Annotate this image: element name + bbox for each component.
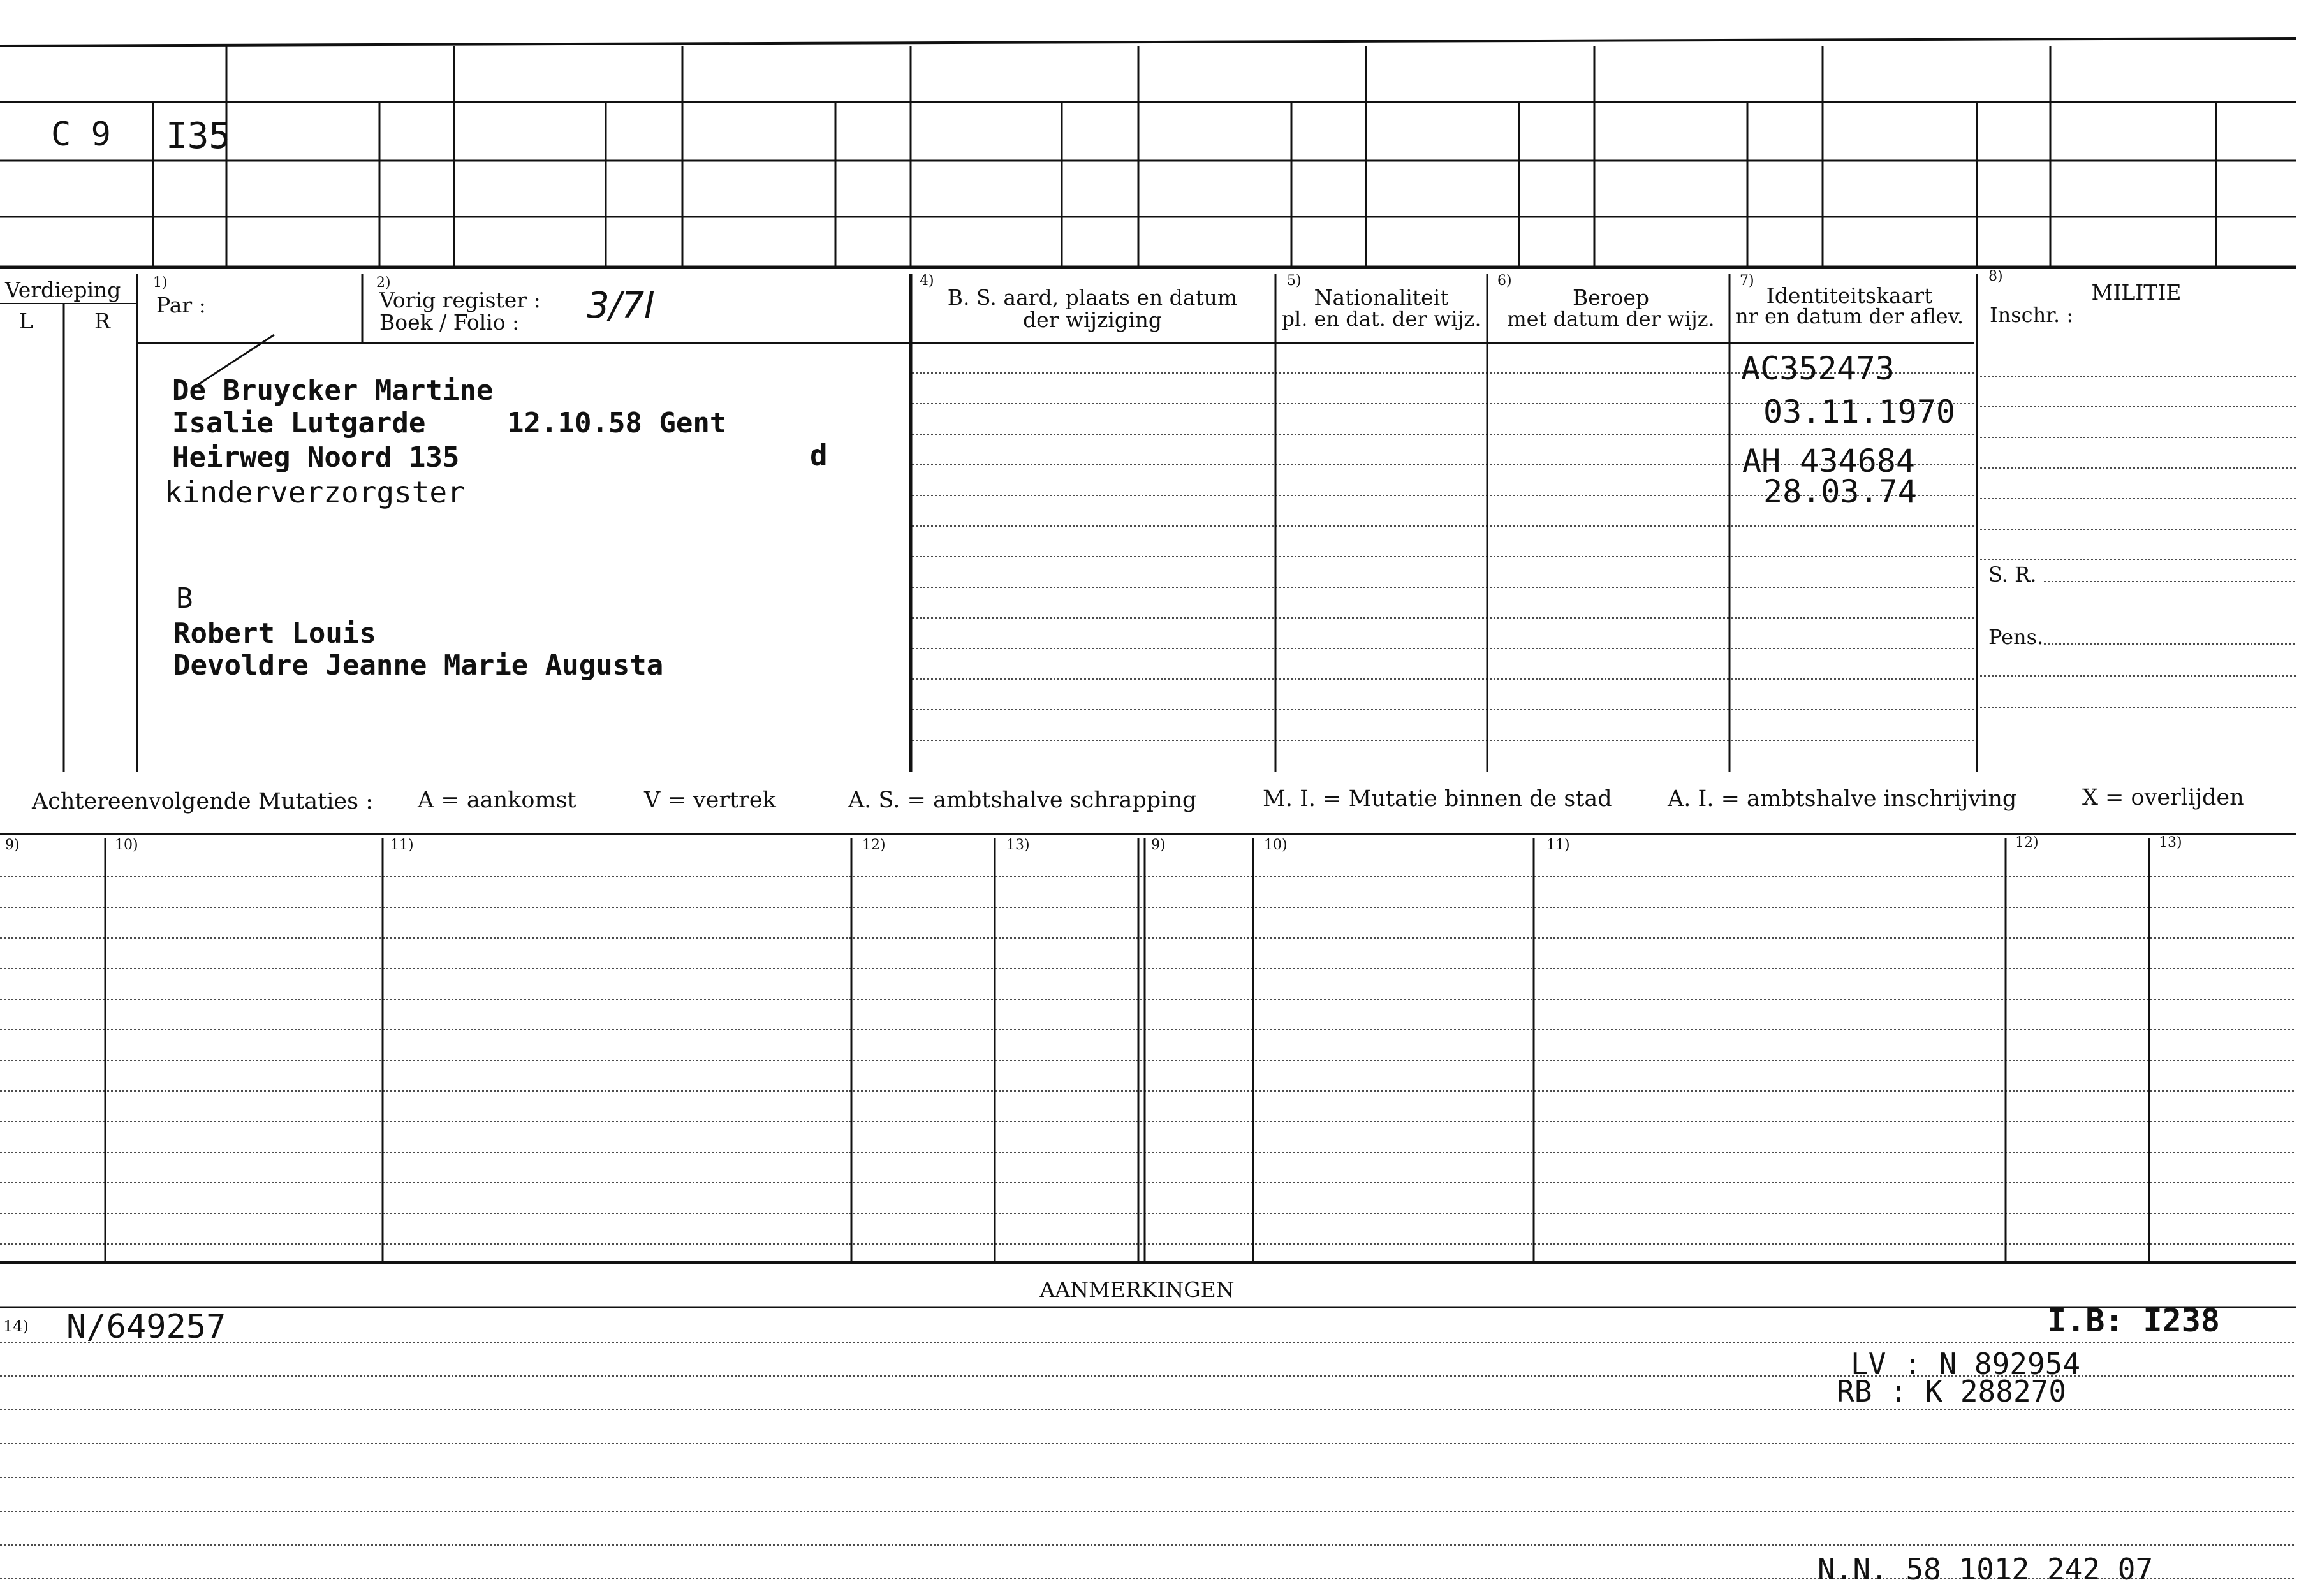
col5-number: 5) — [1287, 273, 1302, 289]
aanmerkingen-title: AANMERKINGEN — [1039, 1277, 1235, 1302]
beroep-header-line1: Beroep — [1572, 285, 1650, 310]
col4-number: 4) — [920, 273, 934, 289]
nationaliteit-header-line1: Nationaliteit — [1314, 285, 1449, 310]
mutaties-col-13-right: 13) — [2159, 835, 2182, 851]
vorig-register-label: Vorig register : — [379, 288, 541, 312]
beroep-header-line2: met datum der wijz. — [1507, 307, 1715, 331]
top-grid-border — [0, 38, 2296, 46]
person-address: Heirweg Noord 135 — [172, 441, 460, 474]
verdieping-r-label: R — [94, 309, 110, 333]
mutaties-col-9-right: 9) — [1151, 837, 1166, 853]
col1-number: 1) — [153, 275, 168, 291]
vorig-register-value: 3/7I — [587, 285, 655, 326]
person-birth: 12.10.58 Gent — [507, 407, 727, 439]
militie-header: MILITIE — [2091, 280, 2182, 305]
person-surname: De Bruycker Martine — [172, 374, 494, 407]
aanmerkingen-rb: RB : K 288270 — [1837, 1374, 2067, 1409]
person-marker: d — [810, 438, 828, 472]
mutaties-label: Achtereenvolgende Mutaties : — [32, 789, 373, 814]
col6-number: 6) — [1497, 273, 1512, 289]
id-card-2-number: AH 434684 — [1742, 443, 1915, 480]
mutaties-code-mutatie: M. I. = Mutatie binnen de stad — [1263, 786, 1612, 812]
boek-folio-label: Boek / Folio : — [379, 310, 520, 335]
bs-header-line1: B. S. aard, plaats en datum — [947, 285, 1238, 310]
identiteitskaart-header-line2: nr en datum der aflev. — [1735, 304, 1964, 328]
pens-label: Pens. — [1988, 625, 2044, 649]
aanmerkingen-ref: N/649257 — [66, 1308, 226, 1346]
person-father: Robert Louis — [173, 617, 376, 650]
mutaties-code-overlijden: X = overlijden — [2082, 785, 2244, 810]
person-occupation: kinderverzorgster — [165, 475, 465, 509]
col8-number: 8) — [1988, 268, 2003, 284]
aanmerkingen-lv: LV : N 892954 — [1851, 1347, 2081, 1381]
top-grid-code: C 9 — [51, 115, 111, 154]
par-label: Par : — [156, 293, 206, 318]
col7-number: 7) — [1740, 273, 1754, 289]
aanmerkingen-ib: I.B: I238 — [2047, 1302, 2220, 1339]
aanmerkingen-number: 14) — [3, 1317, 29, 1335]
verdieping-label: Verdieping — [5, 277, 121, 302]
mutaties-col-13-left: 13) — [1006, 837, 1030, 853]
top-grid-number: I35 — [166, 115, 231, 157]
col2-number: 2) — [376, 275, 391, 291]
sr-label: S. R. — [1988, 562, 2037, 587]
mutaties-col-11-right: 11) — [1546, 837, 1570, 853]
aanmerkingen-nn: N.N. 58 1012 242 07 — [1818, 1552, 2154, 1586]
mutaties-code-schrapping: A. S. = ambtshalve schrapping — [848, 787, 1197, 813]
person-nationality-code: B — [176, 582, 193, 615]
id-card-1-number: AC352473 — [1741, 350, 1895, 387]
person-mother: Devoldre Jeanne Marie Augusta — [173, 649, 664, 682]
id-card-1-date: 03.11.1970 — [1763, 393, 1956, 430]
mutaties-col-9-left: 9) — [5, 837, 20, 853]
bs-header-line2: der wijziging — [1023, 307, 1162, 332]
inschr-label: Inschr. : — [1990, 303, 2074, 327]
mutaties-col-12-left: 12) — [862, 837, 886, 853]
id-card-2-date: 28.03.74 — [1763, 473, 1917, 510]
mutaties-code-aankomst: A = aankomst — [418, 787, 576, 813]
mutaties-code-vertrek: V = vertrek — [644, 787, 776, 813]
mutaties-col-12-right: 12) — [2015, 835, 2039, 851]
person-given-names: Isalie Lutgarde — [172, 407, 426, 439]
mutaties-col-10-left: 10) — [115, 837, 138, 853]
mutaties-col-10-right: 10) — [1264, 837, 1288, 853]
verdieping-l-label: L — [19, 309, 33, 333]
identiteitskaart-header-line1: Identiteitskaart — [1766, 283, 1933, 308]
mutaties-code-inschrijving: A. I. = ambtshalve inschrijving — [1668, 786, 2017, 812]
mutaties-col-11-left: 11) — [390, 837, 414, 853]
nationaliteit-header-line2: pl. en dat. der wijz. — [1281, 307, 1481, 331]
